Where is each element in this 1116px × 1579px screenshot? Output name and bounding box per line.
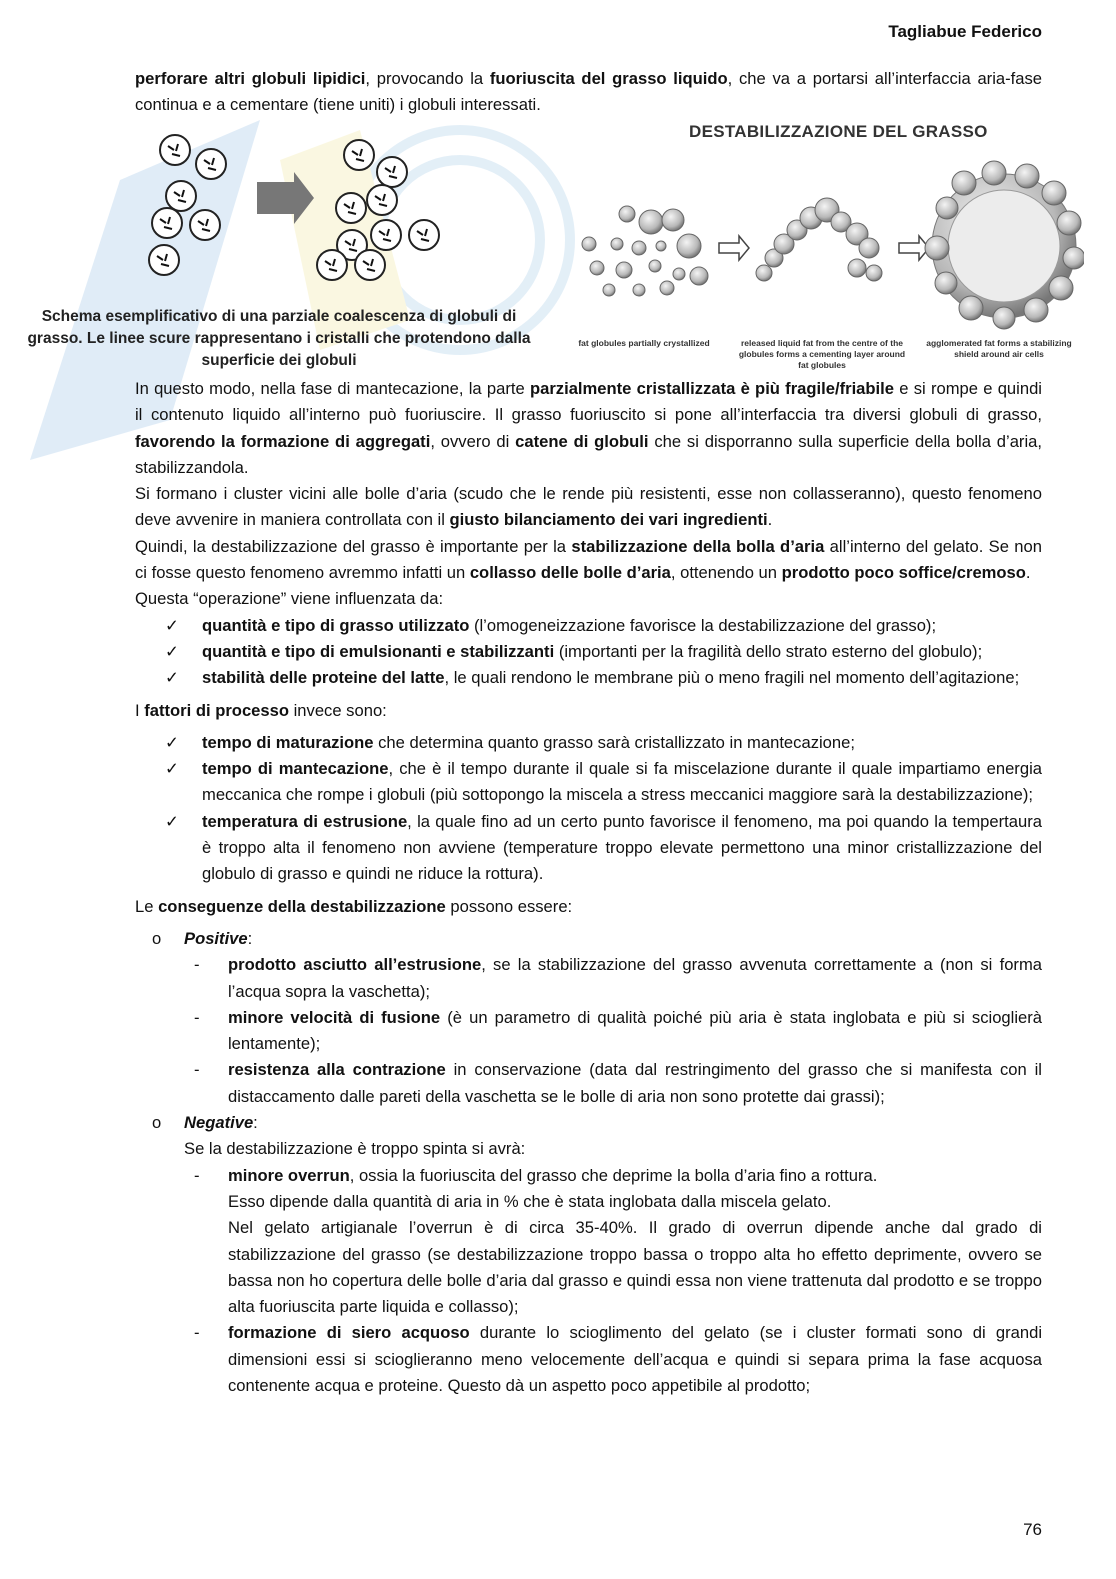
p1-text-2: e si rompe e quindi il contenuto liquido all’interno può fuoriuscire. Il grasso fuoriuscito si pone all’interfaccia tra diversi globuli di grasso,	[135, 379, 1042, 425]
item-text: durante lo scioglimento del gelato (se i cluster formati sono di grandi dimensioni essi si scioglieranno meno velocemente dell’acqua e quindi si separa prima la fase acquosa contenente acqua e proteine. Questo dà un aspetto poco appetibile al prodotto;	[228, 1323, 1043, 1395]
list-item	[184, 1320, 1042, 1399]
cons-text-1: Le	[135, 896, 159, 916]
item-bold: prodotto asciutto all’estrusione	[228, 955, 482, 975]
p1-bold-3: catene di globuli	[515, 431, 649, 451]
list-item	[184, 1163, 1042, 1321]
figure-caption-step1: fat globules partially crystallized	[578, 338, 710, 348]
check-icon: ✓	[165, 732, 179, 752]
check-icon: ✓	[165, 668, 179, 688]
positive-list	[184, 952, 1042, 1110]
item-bold: quantità e tipo di emulsionanti e stabilizzanti	[202, 641, 555, 661]
item-text: , ossia la fuoriuscita del grasso che deprime la bolla d’aria fino a rottura.	[349, 1165, 878, 1185]
dash-bullet-icon: -	[194, 955, 200, 975]
globules-diagram	[14, 120, 544, 300]
item-extra-1: Esso dipende dalla quantità di aria in % che è stata inglobata dalla miscela gelato.	[228, 1191, 832, 1211]
figure-title: DESTABILIZZAZIONE DEL GRASSO	[689, 122, 988, 141]
process-bold: fattori di processo	[144, 700, 289, 720]
left-figure-caption: Schema esemplificativo di una parziale coalescenza di globuli di grasso. Le linee scure rappresentano i cristalli che protendono dalla superficie dei globuli	[27, 308, 531, 369]
figure-caption-step3: agglomerated fat forms a stabilizing shield around air cells	[926, 338, 1072, 359]
dash-bullet-icon: -	[194, 1323, 200, 1343]
item-text: , le quali rendono le membrane più o meno fragili nel momento dell’agitazione;	[444, 668, 1020, 688]
p2-text-2: .	[767, 510, 773, 530]
intro-text-1: , provocando la	[365, 69, 490, 88]
consequences-list	[135, 926, 1042, 1399]
page-number: 76	[1023, 1520, 1042, 1539]
circle-bullet-icon: o	[152, 928, 162, 948]
positive-section: o Positive: - prodotto asciutto all’estrusione, se la stabilizzazione del grasso avvenuta correttamente a (non si forma l’acqua sopra la vaschetta); - minore velocità di fusione (è un parametro di qualità poiché più aria è stata inglobata e più si scioglierà lentamente); - resistenza alla contrazione in conservazione (data dal restringimento del grasso che si manifesta con il distaccamento dalle pareti della vaschetta se le bolle di aria non sono protette dai grassi);	[135, 926, 1042, 1110]
item-bold: temperatura di estrusione	[202, 811, 408, 831]
list-item	[135, 665, 1042, 691]
p3-text-3: , ottenendo un	[670, 563, 782, 583]
p3-bold-3: prodotto poco soffice/cremoso	[781, 563, 1026, 583]
page-header-author: Tagliabue Federico	[888, 22, 1042, 41]
paragraph-1	[135, 376, 1042, 481]
item-text: , se la stabilizzazione del grasso avvenuta correttamente a (non si forma l’acqua sopra la vaschetta);	[228, 955, 1042, 1001]
negative-intro: Se la destabilizzazione è troppo spinta si avrà:	[184, 1139, 526, 1159]
circle-bullet-icon: o	[152, 1113, 162, 1133]
item-bold: tempo di mantecazione	[202, 759, 389, 779]
check-icon: ✓	[165, 811, 179, 831]
p3-text-2: all’interno del gelato. Se non ci fosse questo fenomeno avremmo infatti un	[135, 536, 1042, 583]
intro-text-2: , che va a portarsi all’interfaccia aria-fase continua e a cementare (tiene uniti) i globuli interessati.	[135, 69, 1042, 115]
item-bold: stabilità delle proteine del latte	[202, 668, 445, 688]
list-item	[135, 639, 1042, 665]
list-item	[184, 1005, 1042, 1058]
check-icon: ✓	[165, 759, 179, 779]
positive-label: Positive	[184, 928, 248, 948]
dash-bullet-icon: -	[194, 1165, 200, 1185]
partial-coalescence-figure	[14, 120, 544, 372]
negative-label: Negative	[184, 1113, 254, 1133]
intro-bold-1: perforare altri globuli lipidici	[135, 69, 366, 88]
check-icon: ✓	[165, 615, 179, 635]
item-bold: minore velocità di fusione	[228, 1007, 441, 1027]
item-text: (è un parametro di qualità poiché più aria è stata inglobata e più si scioglierà lentamente);	[228, 1007, 1043, 1054]
destabilization-diagram	[569, 148, 1084, 348]
process-factors-list	[135, 730, 1042, 888]
check-icon: ✓	[165, 641, 179, 661]
cons-text-2: possono essere:	[445, 896, 573, 916]
consequences-intro	[135, 894, 1042, 920]
p1-text-3: , ovvero di	[430, 431, 516, 451]
negative-list	[184, 1163, 1042, 1400]
influence-factors-list	[135, 613, 1042, 692]
p3-bold-2: collasso delle bolle d’aria	[469, 563, 671, 583]
negative-section: o Negative: Se la destabilizzazione è troppo spinta si avrà: - minore overrun, ossia la fuoriuscita del grasso che deprime la bolla d’aria fino a rottura. Esso dipende dalla quantità di aria in % che è stata inglobata dalla miscela gelato. Nel gelato artigianale l’overrun è di circa 35-40%. Il grado di overrun dipende anche dal grado di stabilizzazione del grasso (se destabilizzazione troppo bassa o troppo alta ho effetto deprimente, ovvero se bassa non ho copertura delle bolle d’aria dal grasso e quindi essa non viene trattenuta dal prodotto e se troppo alta fuoriuscita parte liquida e collasso); - formazione di siero acquoso durante lo scioglimento del gelato (se i cluster formati sono di grandi dimensioni essi si scioglieranno meno velocemente dell’acqua e quindi si separa prima la fase acquosa contenente acqua e proteine. Questo dà un aspetto poco appetibile al prodotto;	[135, 1110, 1042, 1399]
list-item	[135, 730, 1042, 756]
paragraph-2	[135, 481, 1042, 534]
p2-text-1: Si formano i cluster vicini alle bolle d’aria (scudo che le rende più resistenti, esse non collasseranno), questo fenomeno deve avvenire in maniera controllata con il	[135, 484, 1042, 530]
p2-bold-1: giusto bilanciamento dei vari ingredienti	[449, 510, 768, 530]
process-text-2: invece sono:	[289, 700, 387, 720]
item-bold: tempo di maturazione	[202, 732, 374, 752]
item-bold: resistenza alla contrazione	[228, 1060, 446, 1080]
main-body	[135, 376, 1042, 1399]
list-item	[184, 1057, 1042, 1110]
arrow-icon-1	[719, 236, 749, 260]
right-arrow-icon	[257, 172, 314, 224]
item-bold: formazione di siero acquoso	[228, 1323, 470, 1343]
dash-bullet-icon: -	[194, 1007, 200, 1027]
influenced-intro: Questa “operazione” viene influenzata da:	[135, 589, 444, 609]
process-text-1: I	[135, 700, 145, 720]
list-item	[135, 809, 1042, 888]
p1-bold-2: favorendo la formazione di aggregati	[135, 431, 431, 451]
fat-destabilization-figure	[569, 120, 1084, 372]
list-item	[135, 613, 1042, 639]
figures-row	[14, 120, 1084, 372]
paragraph-3	[135, 534, 1042, 587]
item-extra-2: Nel gelato artigianale l’overrun è di circa 35-40%. Il grado di overrun dipende anche dal grado di stabilizzazione del grasso (se destabilizzazione troppo bassa o troppo alta ho effetto deprimente, ovvero se bassa non ho copertura delle bolle d’aria dal grasso e quindi essa non viene trattenuta dal prodotto e se troppo alta fuoriuscita parte liquida e collasso);	[228, 1218, 1042, 1317]
p1-text-4: che si disporranno sulla superficie della bolla d’aria, stabilizzandola.	[135, 431, 1042, 477]
p3-text-4: .	[1025, 563, 1031, 583]
p1-bold-1: parzialmente cristallizzata è più fragile/friabile	[529, 379, 894, 398]
item-bold: quantità e tipo di grasso utilizzato	[202, 615, 470, 635]
p1-text-1: In questo modo, nella fase di mantecazione, la parte	[135, 379, 530, 398]
list-item	[184, 952, 1042, 1005]
cons-bold: conseguenze della destabilizzazione	[158, 896, 446, 916]
figure-caption-step2: released liquid fat from the centre of the globules forms a cementing layer around fat globules	[738, 338, 906, 370]
item-text: , che è il tempo durante il quale si fa miscelazione durante il quale impartiamo energia meccanica che rompe i globuli (più sottopongo la miscela a stress meccanici maggiore sarà la destabilizzazione);	[202, 759, 1042, 805]
item-text: , la quale fino ad un certo punto favorisce il fenomeno, ma poi quando la tempertaura è troppo alta il fenomeno non avviene (temperature troppo elevate permettono una minor cristallizzazione del globulo di grasso e quindi ne riduce la rottura).	[202, 811, 1042, 884]
item-text: che determina quanto grasso sarà cristallizzato in mantecazione;	[373, 732, 855, 752]
item-text: in conservazione (data dal restringimento del grasso che si manifesta con il distaccamento dalle pareti della vaschetta se le bolle di aria non sono protette dai grassi);	[228, 1060, 1042, 1106]
item-bold: minore overrun	[228, 1165, 350, 1185]
process-intro	[135, 698, 1042, 724]
item-text: (l’omogeneizzazione favorisce la destabilizzazione del grasso);	[469, 615, 937, 635]
list-item	[135, 756, 1042, 809]
p3-bold-1: stabilizzazione della bolla d’aria	[571, 536, 825, 556]
intro-bold-2: fuoriuscita del grasso liquido	[489, 69, 728, 88]
intro-paragraph	[135, 66, 1042, 119]
item-text: (importanti per la fragilità dello strato esterno del globulo);	[554, 641, 983, 661]
p3-text-1: Quindi, la destabilizzazione del grasso è importante per la	[135, 536, 572, 556]
dash-bullet-icon: -	[194, 1060, 200, 1080]
